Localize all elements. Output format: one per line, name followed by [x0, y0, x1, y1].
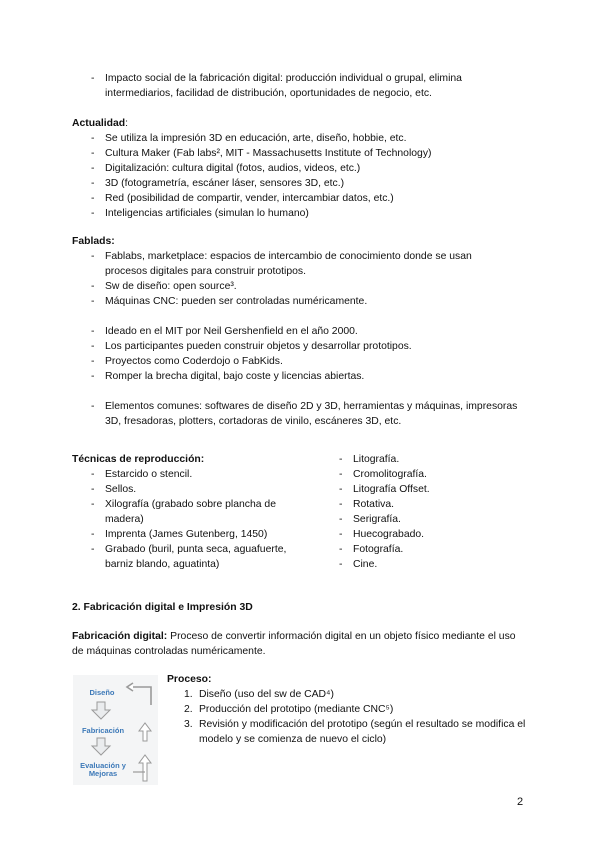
- proceso-section: [167, 672, 532, 747]
- diagram-label-diseno: Diseño: [89, 688, 115, 697]
- step-number: 2.: [184, 704, 193, 715]
- step-number: 3.: [184, 719, 193, 730]
- list-item: - Impacto social de la fabricación digital: producción individual o grupal, elimina intermediarios, facilidad de distribución, oportunidades de negocio, etc.: [72, 71, 528, 101]
- step-text: Diseño (uso del sw de CAD⁴): [199, 689, 334, 700]
- list-item: - Imprenta (James Gutenberg, 1450): [72, 527, 287, 542]
- list-item: - Cultura Maker (Fab labs², MIT - Massachusetts Institute of Technology): [72, 146, 528, 161]
- heading-colon: :: [125, 118, 129, 129]
- list-item: [167, 717, 532, 747]
- fabricacion-definition: [72, 629, 528, 659]
- list-item: - Proyectos como Coderdojo o FabKids.: [72, 354, 528, 369]
- page-number: 2: [517, 796, 524, 808]
- list-item: - Huecograbado.: [320, 527, 520, 542]
- diagram-label-evaluacion: Evaluación y Mejoras: [80, 761, 126, 778]
- list-item: - Estarcido o stencil.: [72, 467, 287, 482]
- list-item: - Fotografía.: [320, 542, 520, 557]
- list-item: - Litografía Offset.: [320, 482, 520, 497]
- list-item: - Serigrafía.: [320, 512, 520, 527]
- section-heading: Proceso:: [167, 674, 212, 685]
- list-item: [167, 687, 532, 702]
- process-cycle-diagram: [73, 675, 158, 785]
- section-heading: Técnicas de reproducción:: [72, 454, 205, 465]
- list-item: - Litografía.: [320, 452, 520, 467]
- actualidad-section: [72, 116, 528, 221]
- list-item: - Cine.: [320, 557, 520, 572]
- list-item: - Ideado en el MIT por Neil Gershenfield en el año 2000.: [72, 324, 528, 339]
- step-text: Producción del prototipo (mediante CNC⁵): [199, 704, 394, 715]
- list-item: - Sw de diseño: open source³.: [72, 279, 512, 294]
- list-item: - Se utiliza la impresión 3D en educación, arte, diseño, hobbie, etc.: [72, 131, 528, 146]
- list-item: - Cromolitografía.: [320, 467, 520, 482]
- fablabs-section: [72, 234, 528, 429]
- intro-section: [72, 71, 528, 101]
- section-heading: Actualidad: [72, 118, 126, 129]
- list-item: - 3D (fotogrametría, escáner láser, sensores 3D, etc.): [72, 176, 528, 191]
- list-item: - Inteligencias artificiales (simulan lo humano): [72, 206, 528, 221]
- list-item: - Red (posibilidad de compartir, vender, intercambiar datos, etc.): [72, 191, 528, 206]
- list-item: - Romper la brecha digital, bajo coste y licencias abiertas.: [72, 369, 528, 384]
- tecnicas-left-column: [72, 452, 312, 572]
- list-item: - Máquinas CNC: pueden ser controladas numéricamente.: [72, 294, 512, 309]
- step-text: Revisión y modificación del prototipo (según el resultado se modifica el modelo y se comienza de nuevo el ciclo): [199, 719, 526, 745]
- tecnicas-right-column: [320, 452, 520, 572]
- list-item: - Fablabs, marketplace: espacios de intercambio de conocimiento donde se usan procesos digitales para construir prototipos.: [72, 249, 512, 279]
- list-item: - Rotativa.: [320, 497, 520, 512]
- list-item: - Los participantes pueden construir objetos y desarrollar prototipos.: [72, 339, 528, 354]
- list-item: - Xilografía (grabado sobre plancha de madera): [72, 497, 287, 527]
- list-item: [167, 702, 532, 717]
- list-item: - Sellos.: [72, 482, 287, 497]
- definition-text: Proceso de convertir información digital en un objeto físico mediante el uso de máquinas controladas numéricamente.: [72, 631, 516, 657]
- list-item: - Elementos comunes: softwares de diseño 2D y 3D, herramientas y máquinas, impresoras 3D, fresadoras, plotters, cortadoras de vinilo, escáneres 3D, etc.: [72, 399, 528, 429]
- list-item: - Grabado (buril, punta seca, aguafuerte, barniz blando, aguatinta): [72, 542, 287, 572]
- list-item: - Digitalización: cultura digital (fotos, audios, videos, etc.): [72, 161, 528, 176]
- section-title: 2. Fabricación digital e Impresión 3D: [72, 602, 253, 613]
- diagram-label-fabricacion: Fabricación: [81, 726, 125, 735]
- step-number: 1.: [184, 689, 193, 700]
- definition-term: Fabricación digital:: [72, 631, 168, 642]
- section-heading: Fablads:: [72, 236, 115, 247]
